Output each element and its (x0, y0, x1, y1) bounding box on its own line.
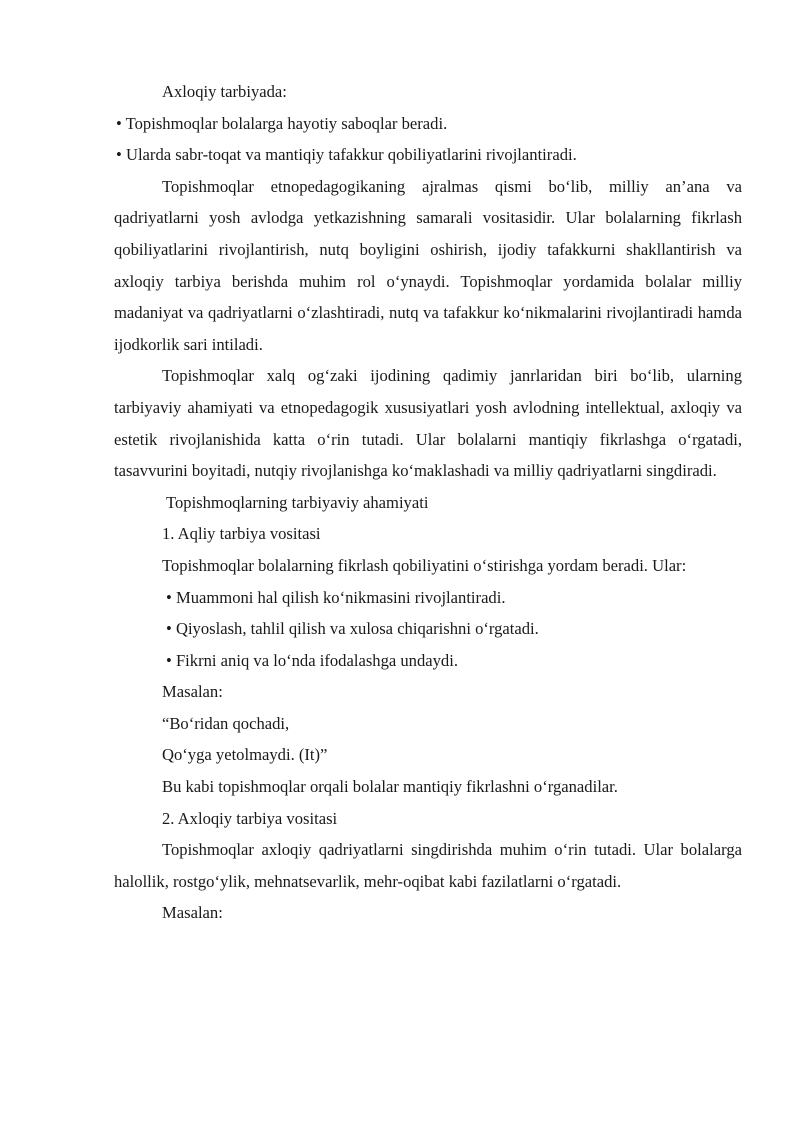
paragraph-moral-heading: Axloqiy tarbiyada: (162, 82, 287, 101)
body-line: Bu kabi topishmoqlar orqali bolalar mantiqiy fikrlashni o‘rganadilar. (162, 777, 618, 797)
section-heading: Topishmoqlarning tarbiyaviy ahamiyati (166, 492, 429, 512)
body-paragraph: Topishmoqlar bolalarning fikrlash qobiliyatini o‘stirishga yordam beradi. Ular: (162, 555, 687, 575)
example-label: Masalan: (162, 903, 223, 923)
bullet-item: • Qiyoslash, tahlil qilish va xulosa chiqarishni o‘rgatadi. (166, 619, 539, 639)
example-label: Masalan: (162, 682, 223, 702)
body-paragraph: Topishmoqlar etnopedagogikaning ajralmas qismi bo‘lib, milliy an’ana va qadriyatlarni yosh avlodga yetkazishning samarali vositasidir. Ular bolalarning fikrlash qobiliyatlarini rivojlantirish, nutq boyligini oshirish, ijodiy tafakkurni shakllantirish va axloqiy tarbiya berishda muhim rol o‘ynaydi. Topishmoqlar yordamida bolalar milliy madaniyat va qadriyatlarni o‘zlashtiradi, nutq va tafakkur ko‘nikmalarini rivojlantiradi hamda ijodkorlik sari intiladi. (114, 176, 742, 354)
bullet-item: • Muammoni hal qilish ko‘nikmasini rivojlantiradi. (166, 587, 506, 607)
body-paragraph: Topishmoqlar axloqiy qadriyatlarni singdirishda muhim o‘rin tutadi. Ular bolalarga halollik, rostgo‘ylik, mehnatsevarlik, mehr-oqibat kabi fazilatlarni o‘rgatadi. (114, 840, 742, 891)
body-paragraph: Topishmoqlar xalq og‘zaki ijodining qadimiy janrlaridan biri bo‘lib, ularning tarbiyaviy ahamiyati va etnopedagogik xususiyatlari yosh avlodning intellektual, axloqiy va estetik rivojlanishida katta o‘rin tutadi. Ular bolalarni mantiqiy fikrlashga o‘rgatadi, tasavvurini boyitadi, nutqiy rivojlanishga ko‘maklashadi va milliy qadriyatlarni singdiradi. (114, 366, 742, 481)
subsection-heading: 2. Axloqiy tarbiya vositasi (162, 808, 338, 828)
riddle-line: Qo‘yga yetolmaydi. (It)” (162, 745, 328, 765)
bullet-item: • Ularda sabr-toqat va mantiqiy tafakkur qobiliyatlarini rivojlantiradi. (116, 145, 577, 165)
bullet-item: • Topishmoqlar bolalarga hayotiy saboqlar beradi. (116, 113, 448, 133)
bullet-item: • Fikrni aniq va lo‘nda ifodalashga undaydi. (166, 650, 458, 670)
document-body (114, 76, 742, 929)
riddle-line: “Bo‘ridan qochadi, (162, 713, 290, 733)
subsection-heading: 1. Aqliy tarbiya vositasi (162, 524, 321, 544)
